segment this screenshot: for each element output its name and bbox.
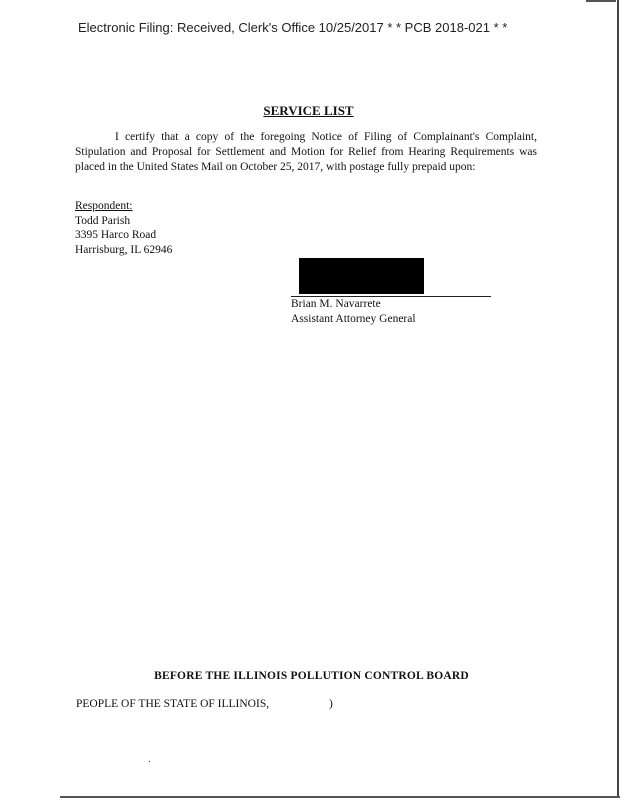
scan-speck: [149, 761, 150, 762]
respondent-label: Respondent:: [75, 200, 133, 212]
redacted-signature: [299, 258, 424, 294]
caption-party: PEOPLE OF THE STATE OF ILLINOIS,: [76, 698, 270, 710]
certification-text: I certify that a copy of the foregoing Notice of Filing of Complainant's Complaint, Stipulation and Proposal for Settlement and Motion for Relief from Hearing Requirements was placed in the United States Mail on October 25, 2017, with postage fully prepaid upon:: [75, 131, 537, 173]
signer-block: [291, 297, 416, 326]
signer-title: Assistant Attorney General: [291, 312, 416, 325]
page-edge-top: [586, 0, 616, 2]
respondent-address-block: [75, 199, 172, 257]
caption-paren: ): [329, 698, 333, 710]
page-edge-bottom: [60, 796, 620, 798]
service-list-title: SERVICE LIST: [263, 103, 354, 118]
filing-stamp-header: Electronic Filing: Received, Clerk's Office 10/25/2017 * * PCB 2018-021 * *: [78, 20, 508, 35]
respondent-name: Todd Parish: [75, 214, 131, 227]
respondent-street: 3395 Harco Road: [75, 229, 157, 241]
respondent-city: Harrisburg, IL 62946: [75, 243, 173, 256]
certification-paragraph: [75, 130, 537, 175]
signer-name: Brian M. Navarrete: [291, 298, 381, 310]
board-heading: BEFORE THE ILLINOIS POLLUTION CONTROL BOARD: [154, 670, 469, 682]
